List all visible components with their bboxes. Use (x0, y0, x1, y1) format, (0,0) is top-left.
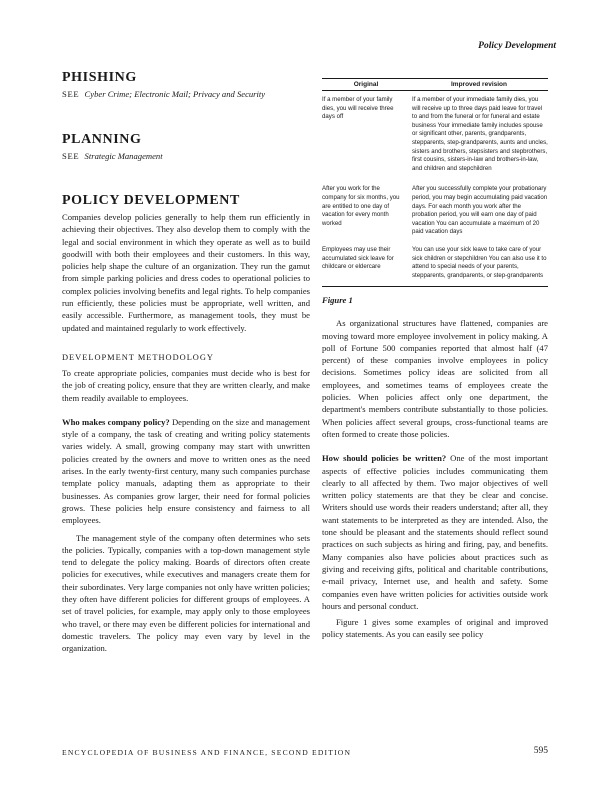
footer-book-title: ENCYCLOPEDIA OF BUSINESS AND FINANCE, SECOND EDITION (62, 748, 352, 757)
how-written-paragraph (322, 452, 548, 612)
cell-improved: After you successfully complete your probationary period, you may begin accumulating paid vacation days. For each month you work after the probation period, you will earn one day of paid vacation You can accumulate a maximum of 20 paid vacation days (412, 185, 548, 236)
left-column (62, 70, 310, 655)
entry-title-phishing: PHISHING (62, 70, 137, 85)
figure-caption: Figure 1 (322, 295, 353, 306)
entry-title-policy-development: POLICY DEVELOPMENT (62, 193, 240, 208)
see-reference[interactable]: Cyber Crime; Electronic Mail; Privacy and Security (84, 89, 266, 99)
see-reference[interactable]: Strategic Management (84, 151, 163, 161)
figure-table-row (322, 246, 548, 280)
subhead-development-methodology: DEVELOPMENT METHODOLOGY (62, 352, 214, 362)
figure-1 (322, 78, 548, 305)
see-also-phishing (62, 88, 310, 100)
methodology-paragraph: To create appropriate policies, companies must decide who is best for the job of creating policy, ensure that they are written clearly, and make them readily available to employees. (62, 367, 310, 403)
figure-table-header (322, 78, 548, 91)
see-also-planning (62, 150, 310, 162)
cell-improved: If a member of your immediate family dies, you will receive up to three days paid leave for travel to and from the funeral or for funeral and estate business Your immediate family includes spouse or significant other, parents, grandparents, stepparents, step-grandparents, aunts and uncles, sisters and brothers, stepsisters and stepbrothers, first cousins, sisters-in-law and brothers-in-law, and children and stepchildren (412, 96, 548, 172)
management-style-paragraph: The management style of the company often determines who sets the policies. Typically, companies with a top-down management style tend to delegate the policy making. Boards of directors often create policies for executives, while executives and managers create them for their subordinates. Very large companies not only have written policies; they often have different policies for different groups of employees. A set of travel policies, for example, may apply only to those employees who travel, or there may even be different policies for international and domestic travelers. The policy may even vary by level in the organization. (62, 532, 310, 654)
entry-title-planning: PLANNING (62, 132, 142, 147)
who-makes-policy-paragraph (62, 416, 310, 527)
page-number: 595 (533, 746, 548, 756)
figure-bottom-rule (322, 286, 548, 287)
runin-heading-how: How should policies be written? (322, 453, 447, 464)
organizational-paragraph: As organizational structures have flattened, companies are moving toward more employee involvement in policy making. A poll of Fortune 500 companies reported that almost half (47 percent) of these companies involve employees in policy decisions. Sometimes policy ideas are solicited from all employees, and sometimes teams of employees create the policies. When policies affect only one department, the department's members contribute substantially to those policies. When policies affect several groups, cross-functional teams are often formed to create those policies. (322, 318, 548, 439)
figure-table-row (322, 96, 548, 173)
right-column (322, 78, 548, 641)
column-header-original: Original (353, 81, 379, 88)
how-text: One of the most important aspects of effective policies includes communicating them clearly to all affected by them. Two major objectives of well written policy statements are that they be clear and concise. Writers should use words their readers understand; after all, they want statements to be interpreted as they are intended. Also, the tone should be pleasant and the statements should reflect sound practices on such subjects as hiring and firing, pay, and benefits. Many companies also have policies about practices such as giving and receiving gifts, political and charitable contributions, e-mail privacy, Internet use, and health and safety. Some companies even have written policies for activities outside work hours and personal conduct. (322, 453, 548, 611)
cell-original: If a member of your family dies, you will receive three days off (322, 96, 394, 121)
intro-paragraph: Companies develop policies generally to help them run efficiently in achieving their objectives. They also develop them to comply with the legal and social environment in which they operate as well as to build goodwill with both their employees and their customers. In this way, policies help shape the culture of an organization. They run the gamut from simple parking policies and dress codes to operational policies to complex policies involving benefits and legal rights. To help companies run efficiently, these policies must be appropriate, well written, and easily accessible. Furthermore, as management tools, they must be updated and maintained regularly to work effectively. (62, 212, 310, 333)
see-keyword: SEE (62, 89, 80, 99)
cell-improved: You can use your sick leave to take care of your sick children or stepchildren You can also use it to attend to special needs of your parents, stepparents, grandparents, or step-grandparents (412, 245, 547, 279)
cell-original: After you work for the company for six months, you are entitled to one day of vacation for every month worked (322, 185, 400, 227)
see-keyword: SEE (62, 151, 80, 161)
column-header-improved: Improved revision (451, 81, 507, 88)
running-head: Policy Development (478, 41, 556, 51)
figure-table-row (322, 185, 548, 237)
who-text: Depending on the size and management style of a company, the task of creating and writing policy statements varies widely. A small, growing company may start with unwritten policies created by the owners and move to written ones as the need arises. In the early twenty-first century, many such companies purchase template policy manuals, adapting them as appropriate to their businesses. As companies grow larger, their need for formal policies grows. These policies help ensure consistency and fairness to all employees. (62, 416, 310, 526)
figure-reference-paragraph: Figure 1 gives some examples of original and improved policy statements. As you can easily see policy (322, 617, 548, 640)
runin-heading-who: Who makes company policy? (62, 416, 170, 427)
cell-original: Employees may use their accumulated sick leave for childcare or eldercare (322, 245, 394, 271)
